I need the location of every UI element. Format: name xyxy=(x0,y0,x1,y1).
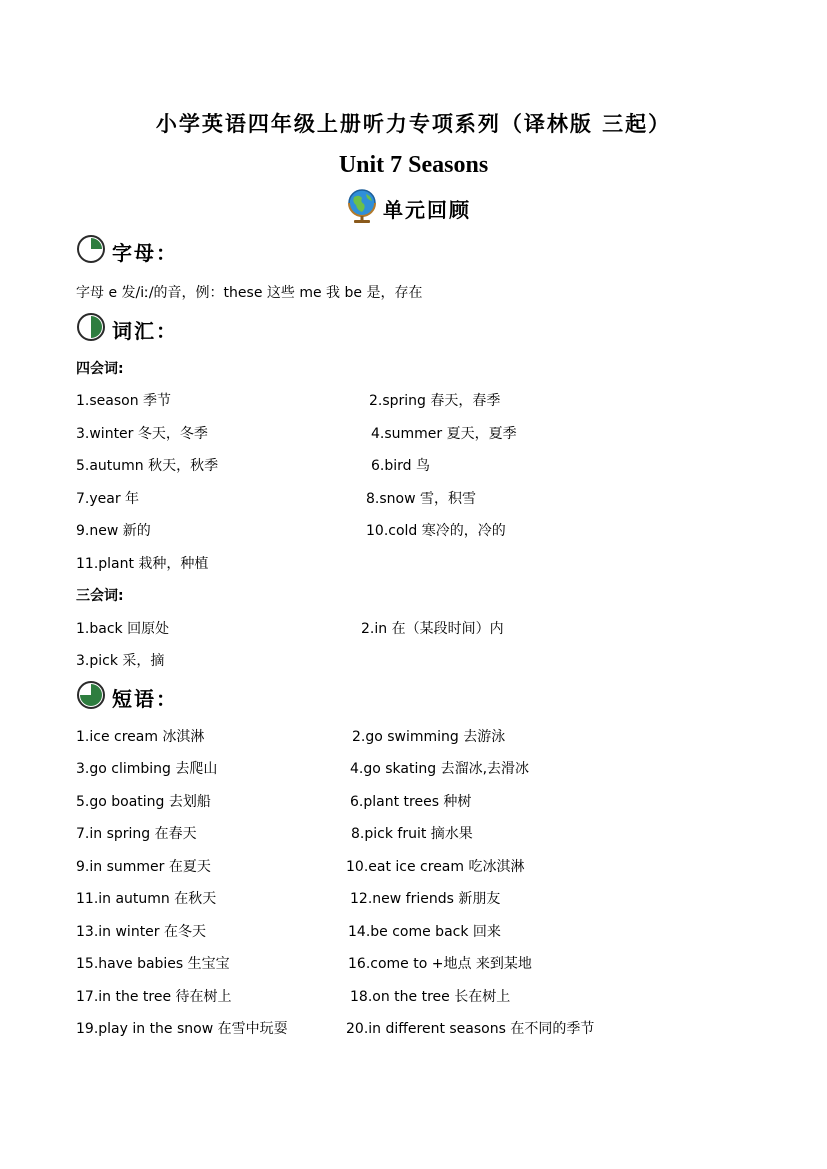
phrase-item: 18.on the tree 长在树上 xyxy=(350,989,511,1005)
phrase-item: 2.go swimming 去游泳 xyxy=(352,729,506,745)
review-label: 单元回顾 xyxy=(383,197,471,222)
quarter-clock-icon xyxy=(76,234,106,268)
three-skill-label: 三会词: xyxy=(76,588,124,604)
phrase-item: 8.pick fruit 摘水果 xyxy=(351,826,473,842)
phrases-heading xyxy=(76,680,178,714)
phrase-item: 17.in the tree 待在树上 xyxy=(76,989,232,1005)
vocab-item: 8.snow 雪，积雪 xyxy=(366,491,476,507)
vocab-heading xyxy=(76,312,178,346)
phrases-heading-label: 短语： xyxy=(112,686,178,711)
phrase-item: 3.go climbing 去爬山 xyxy=(76,761,218,777)
phrase-item: 11.in autumn 在秋天 xyxy=(76,891,217,907)
globe-icon xyxy=(345,188,379,228)
half-clock-icon xyxy=(76,312,106,346)
phrase-item: 12.new friends 新朋友 xyxy=(350,891,501,907)
vocab-item: 3.winter 冬天，冬季 xyxy=(76,426,208,442)
phrase-item: 14.be come back 回来 xyxy=(348,924,501,940)
four-skill-label: 四会词: xyxy=(76,361,124,377)
vocab-item: 6.bird 鸟 xyxy=(371,458,430,474)
vocab-item: 11.plant 栽种，种植 xyxy=(76,556,209,572)
phrase-item: 4.go skating 去溜冰,去滑冰 xyxy=(350,761,530,777)
vocab-item: 10.cold 寒冷的，冷的 xyxy=(366,523,506,539)
unit-review-heading xyxy=(345,190,471,226)
letters-text: 字母 e 发/iː/的音，例：these 这些 me 我 be 是，存在 xyxy=(76,285,423,301)
phrase-item: 10.eat ice cream 吃冰淇淋 xyxy=(346,859,525,875)
vocab-item: 4.summer 夏天，夏季 xyxy=(371,426,517,442)
unit-title: Unit 7 Seasons xyxy=(338,152,489,178)
phrase-item: 20.in different seasons 在不同的季节 xyxy=(346,1021,595,1037)
phrase-item: 9.in summer 在夏天 xyxy=(76,859,211,875)
phrase-item: 1.ice cream 冰淇淋 xyxy=(76,729,205,745)
vocab-item: 5.autumn 秋天，秋季 xyxy=(76,458,219,474)
letters-heading xyxy=(76,234,178,268)
vocab-item: 7.year 年 xyxy=(76,491,140,507)
phrase-item: 7.in spring 在春天 xyxy=(76,826,197,842)
phrase-item: 19.play in the snow 在雪中玩耍 xyxy=(76,1021,288,1037)
phrase-item: 6.plant trees 种树 xyxy=(350,794,472,810)
vocab-item: 3.pick 采，摘 xyxy=(76,653,165,669)
letters-heading-label: 字母： xyxy=(112,240,178,265)
vocab-item: 2.spring 春天，春季 xyxy=(369,393,501,409)
vocab-item: 1.season 季节 xyxy=(76,393,172,409)
phrase-item: 15.have babies 生宝宝 xyxy=(76,956,230,972)
phrase-item: 16.come to +地点 来到某地 xyxy=(348,956,532,972)
vocab-heading-label: 词汇： xyxy=(112,318,178,343)
page-title: 小学英语四年级上册听力专项系列（译林版 三起） xyxy=(155,111,672,136)
three-quarter-clock-icon xyxy=(76,680,106,714)
phrase-item: 13.in winter 在冬天 xyxy=(76,924,206,940)
vocab-item: 9.new 新的 xyxy=(76,523,151,539)
phrase-item: 5.go boating 去划船 xyxy=(76,794,211,810)
vocab-item: 2.in 在（某段时间）内 xyxy=(361,621,504,637)
vocab-item: 1.back 回原处 xyxy=(76,621,170,637)
